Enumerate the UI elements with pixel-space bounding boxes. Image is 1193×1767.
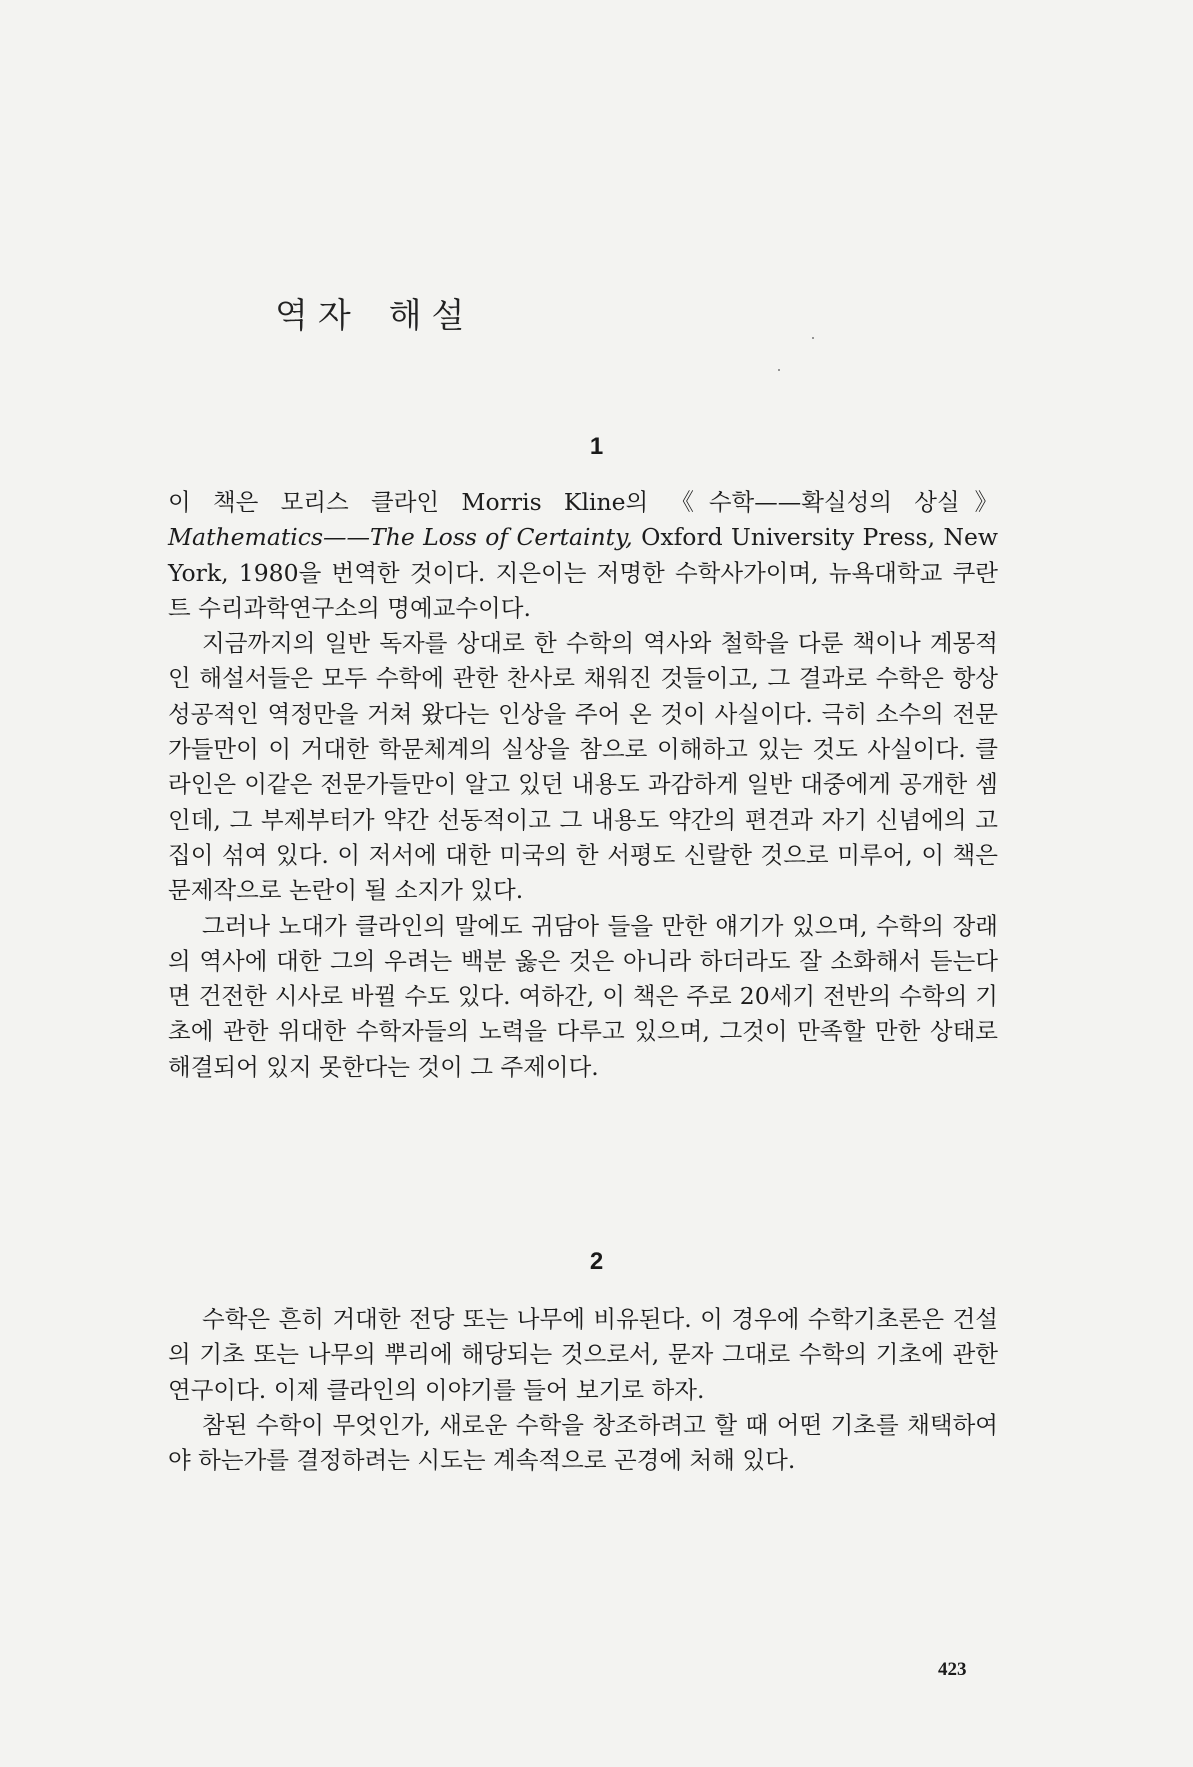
scan-speck (812, 337, 814, 339)
section-1-paragraph-2: 지금까지의 일반 독자를 상대로 한 수학의 역사와 철학을 다룬 책이나 계몽적인 해설서들은 모두 수학에 관한 찬사로 채워진 것들이고, 그 결과로 수학은 항상 성공적인 역정만을 거쳐 왔다는 인상을 주어 온 것이 사실이다. 극히 소수의 전문가들만이 이 거대한 학문체계의 실상을 참으로 이해하고 있는 것도 사실이다. 클라인은 이같은 전문가들만이 알고 있던 내용도 과감하게 일반 대중에게 공개한 셈인데, 그 부제부터가 약간 선동적이고 그 내용도 약간의 편견과 자기 신념에의 고집이 섞여 있다. 이 저서에 대한 미국의 한 서평도 신랄한 것으로 미루어, 이 책은 문제작으로 논란이 될 소지가 있다. (168, 629, 998, 905)
section-2-body (168, 1302, 998, 1478)
section-1-paragraph-1 (168, 485, 998, 626)
section-1-paragraph-3: 그러나 노대가 클라인의 말에도 귀담아 들을 만한 얘기가 있으며, 수학의 장래의 역사에 대한 그의 우려는 백분 옳은 것은 아니라 하더라도 잘 소화해서 듣는다면 건전한 시사로 바뀔 수도 있다. 여하간, 이 책은 주로 20세기 전반의 수학의 기초에 관한 위대한 수학자들의 노력을 다루고 있으며, 그것이 만족할 만한 상태로 해결되어 있지 못한다는 것이 그 주제이다. (168, 911, 998, 1081)
chapter-title-word-1: 역자 (275, 296, 361, 336)
paragraph-text: Oxford University Press, New York, 1980을 번역한 것이다. 지은이는 저명한 수학사가이며, 뉴욕대학교 쿠란트 수리과학연구소의 명예교수이다. (168, 523, 998, 622)
book-title-english: Mathematics——The Loss of Certainty, (168, 523, 633, 552)
section-2-paragraph-1: 수학은 흔히 거대한 전당 또는 나무에 비유된다. 이 경우에 수학기초론은 건설의 기초 또는 나무의 뿌리에 해당되는 것으로서, 문자 그대로 수학의 기초에 관한 연구이다. 이제 클라인의 이야기를 들어 보기로 하자. (168, 1305, 998, 1404)
chapter-title (275, 288, 474, 337)
chapter-title-word-2: 해설 (388, 296, 475, 336)
section-number-2: 2 (589, 1248, 604, 1275)
page-number: 423 (938, 1659, 967, 1680)
paragraph-text: 이 책은 모리스 클라인 Morris Kline의 《수학——확실성의 상실》 (168, 488, 998, 516)
section-1-body (168, 485, 998, 1085)
scan-speck (778, 369, 780, 371)
section-number-1: 1 (589, 433, 604, 460)
section-2-paragraph-2: 참된 수학이 무엇인가, 새로운 수학을 창조하려고 할 때 어떤 기초를 채택하여야 하는가를 결정하려는 시도는 계속적으로 곤경에 처해 있다. (168, 1410, 998, 1475)
